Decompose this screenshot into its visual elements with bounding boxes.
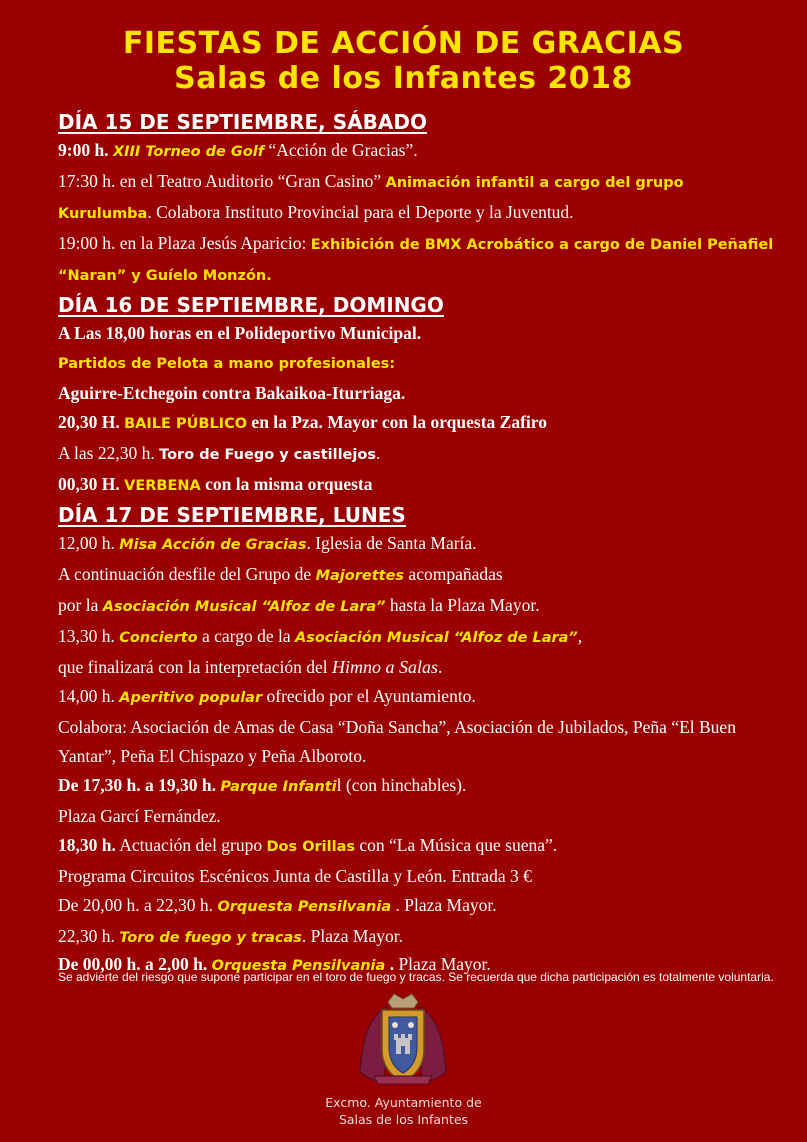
event-text: 17:30 h. en el Teatro Auditorio “Gran Casino” [58,171,386,191]
event-line [58,348,778,379]
event-highlight: Toro de fuego y tracas [119,930,302,946]
event-line [58,922,778,953]
event-time: De 17,30 h. a 19,30 h. [58,775,221,795]
event-text: . Plaza Mayor. [391,895,497,915]
day-heading-17: DÍA 17 DE SEPTIEMBRE, LUNES [58,503,406,527]
event-line [58,591,778,622]
event-time: 13,30 h. [58,626,120,646]
event-text: “Acción de Gracias”. [264,140,418,160]
event-line [58,653,778,682]
event-time: 12,00 h. [58,533,120,553]
event-highlight: Partidos de Pelota a mano profesionales: [58,356,396,372]
event-line [58,891,778,922]
event-time: 00,30 H. [58,474,125,494]
event-line [58,470,778,501]
event-text: . [375,443,381,463]
event-time: 18,30 h. [58,835,116,855]
event-highlight: VERBENA [124,478,201,494]
event-text: ofrecido por el Ayuntamiento. [262,686,476,706]
event-text: l (con hinchables). [336,775,467,795]
event-text: con “La Música que suena”. [355,835,558,855]
event-text: . Colabora Instituto Provincial para el Deporte y la Juventud. [147,202,574,222]
event-text: A continuación desfile del Grupo de [58,564,316,584]
program-content [58,108,778,977]
event-line [58,529,778,560]
day-heading-16: DÍA 16 DE SEPTIEMBRE, DOMINGO [58,293,444,317]
event-time: 20,30 H. [58,412,125,432]
event-text: a cargo de la [197,626,295,646]
event-text: Actuación del grupo [115,835,267,855]
event-highlight: Concierto [119,630,198,646]
event-highlight: Dos Orillas [266,839,355,855]
event-highlight: Toro de Fuego y castillejos [159,447,376,463]
event-highlight: Asociación Musical “Alfoz de Lara” [102,599,386,615]
event-text: que finalizará con la interpretación del [58,657,333,677]
event-text: 19:00 h. en la Plaza Jesús Aparicio: [58,233,311,253]
event-highlight: Majorettes [315,568,405,584]
event-line [58,229,778,291]
event-highlight: XIII Torneo de Golf [112,144,265,160]
event-text: en la Pza. Mayor con la orquesta Zafiro [247,412,547,432]
event-text: hasta la Plaza Mayor. [385,595,540,615]
event-highlight: Parque Infanti [220,779,337,795]
event-highlight: Asociación Musical “Alfoz de Lara” [294,630,578,646]
event-text: Plaza Mayor. [398,954,491,974]
event-italic: Himno a Salas [332,657,439,677]
safety-note: Se advierte del riesgo que supone participar en el toro de fuego y tracas. Se recuerda que dicha participación es totalmente voluntaria. [58,970,774,984]
event-text: con la misma orquesta [200,474,373,494]
event-text: . Iglesia de Santa María. [306,533,477,553]
event-line [58,771,778,802]
event-highlight: Animación infantil a cargo del grupo Kurulumba [58,175,684,222]
event-line: Aguirre-Etchegoin contra Bakaikoa-Iturriaga. [58,383,406,403]
event-text: . Plaza Mayor. [301,926,403,946]
event-time: 14,00 h. [58,686,120,706]
event-text: por la [58,595,103,615]
event-line [58,439,778,470]
event-line [58,682,778,713]
event-line: Plaza Garcí Fernández. [58,806,221,826]
event-time: De 20,00 h. a 22,30 h. [58,895,218,915]
event-highlight: Exhibición de BMX Acrobático a cargo de Daniel Peñafiel “Naran” y Guíelo Monzón. [58,237,774,284]
poster-subtitle: Salas de los Infantes 2018 [174,61,633,96]
poster-title: FIESTAS DE ACCIÓN DE GRACIAS [122,26,685,61]
event-line [58,560,778,591]
event-line: Colabora: Asociación de Amas de Casa “Doña Sancha”, Asociación de Jubilados, Peña “El Buen Yantar”, Peña El Chispazo y Peña Alboroto. [58,717,736,766]
event-time: 22,30 h. [58,926,120,946]
footer-line-1: Excmo. Ayuntamiento de [325,1095,482,1110]
event-text: , [577,626,583,646]
event-time: A las 22,30 h. [58,443,160,463]
event-line [58,831,778,862]
event-line [58,622,778,653]
event-time: De 00,00 h. a 2,00 h. [58,954,212,974]
coat-of-arms-icon [348,990,458,1090]
event-highlight: Aperitivo popular [119,690,263,706]
event-line: A Las 18,00 horas en el Polideportivo Municipal. [58,323,422,343]
event-highlight: Misa Acción de Gracias [119,537,307,553]
event-highlight: BAILE PÚBLICO [124,416,248,432]
event-line [58,136,778,167]
event-highlight: Orquesta Pensilvania [211,958,386,974]
event-line: Programa Circuitos Escénicos Junta de Castilla y León. Entrada 3 € [58,866,532,886]
event-text: . [438,657,443,677]
day-heading-15: DÍA 15 DE SEPTIEMBRE, SÁBADO [58,110,427,134]
event-line [58,167,778,229]
event-highlight: Orquesta Pensilvania [217,899,392,915]
event-text: . [385,954,399,974]
footer-line-2: Salas de los Infantes [338,1112,469,1127]
event-text: acompañadas [404,564,503,584]
event-line [58,408,778,439]
event-time: 9:00 h. [58,140,113,160]
